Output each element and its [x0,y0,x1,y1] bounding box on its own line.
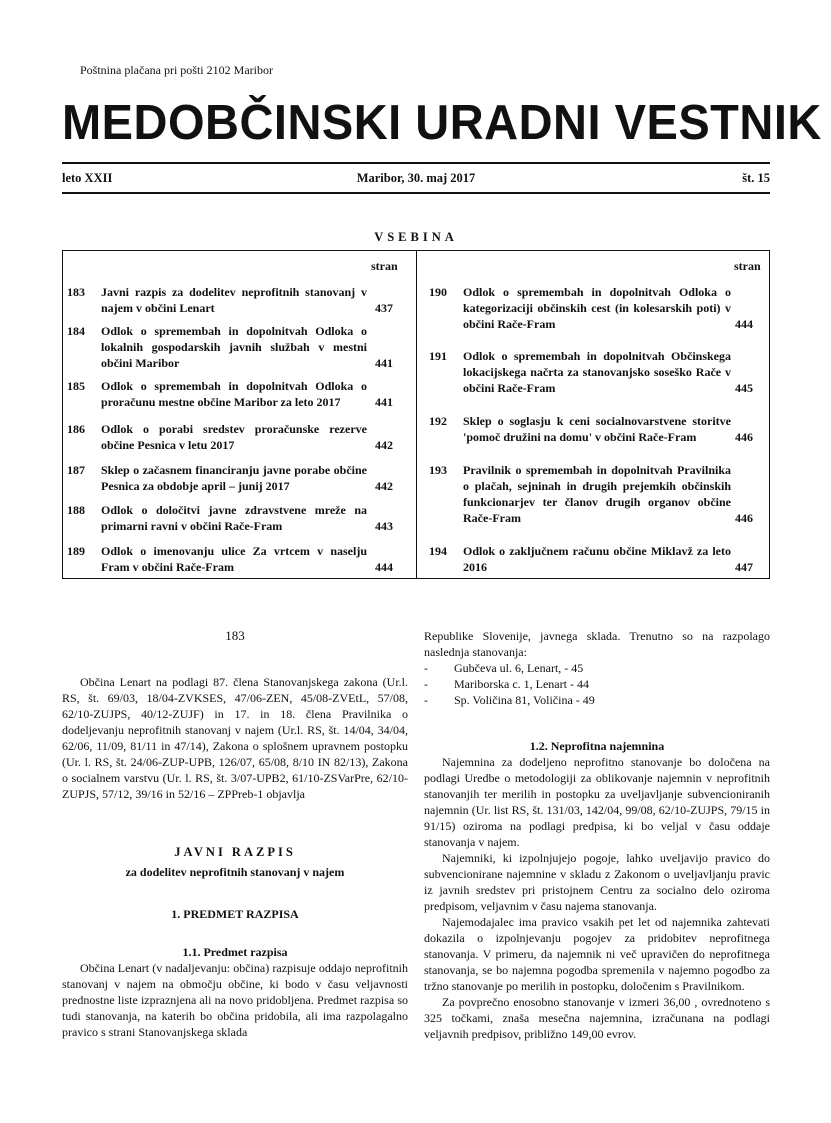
section-heading-1: 1. PREDMET RAZPISA [171,907,299,921]
toc-entry-183[interactable]: 183 Javni razpis za dodelitev neprofitnih stanovanj v najem v občini Lenart 437 [67,285,393,315]
toc-entry-187[interactable]: 187 Sklep o začasnem financiranju javne porabe občine Pesnica za obdobje april – junij 2017 442 [67,463,393,493]
section-heading-1-2: 1.2. Neprofitna najemnina [529,739,665,753]
page-column-label-left: stran [371,259,398,273]
header-rule-top [62,162,770,164]
list-item: - Gubčeva ul. 6, Lenart, - 45 [424,661,584,675]
toc-entry-190[interactable]: 190 Odlok o spremembah in dopolnitvah Odloka o kategorizaciji občinskih cest (in kolesarskih poti) v občini Rače-Fram 444 [429,285,753,331]
toc-entry-191[interactable]: 191 Odlok o spremembah in dopolnitvah Občinskega lokacijskega načrta za stanovanjsko soseško Rače v občini Rače-Fram 445 [429,349,753,395]
paragraph-1-2-d: Za povprečno enosobno stanovanje v izmeri 36,00 , ovrednoteno s 325 točkami, znaša mesečna najemnina, izračunana na podlagi veljavnih predpisov, približno 149,00 evrov. [424,995,770,1041]
toc-entry-189[interactable]: 189 Odlok o imenovanju ulice Za vrtcem v naselju Fram v občini Rače-Fram 444 [67,544,393,574]
issue-year: leto XXII [62,171,113,185]
section-heading-1-1: 1.1. Predmet razpisa [182,945,288,959]
header-rule-bottom [62,192,770,194]
issue-number: št. 15 [742,171,770,185]
paragraph-1-1: Občina Lenart (v nadaljevanju: občina) razpisuje oddajo neprofitnih stanovanj v najem na območju občine, ki bodo v času veljavnosti prednostne liste izpraznjena ali na novo pridobljena. Predmet razpisa so tudi stanovanja, na katerih bo občina pridobila, ali ima razpolagalno pravico s strani Stanovanjskega sklada [62,961,408,1039]
list-item: - Sp. Voličina 81, Voličina - 49 [424,693,595,707]
toc-entry-184[interactable]: 184 Odlok o spremembah in dopolnitvah Odloka o lokalnih gospodarskih javnih službah v mestni občini Maribor 441 [67,324,393,370]
paragraph-1-2-a: Najemnina za dodeljeno neprofitno stanovanje bo določena na podlagi Uredbe o metodologiji za oblikovanje najemnin v neprofitnih stanovanjih ter merilih in postopku za uveljavljanje subvencioniranih najemnin (Ur. list RS, št. 131/03, 142/04, 99/08, 62/10-ZUJPS, 79/15 in 91/15) oziroma na podlagi predpisa, ki bo veljal v času oddaje stanovanja v najem. [424,755,770,849]
list-item: - Mariborska c. 1, Lenart - 44 [424,677,589,691]
right-column [424,628,770,1042]
notice-title: JAVNI RAZPIS [174,845,296,859]
paragraph-1-2-c: Najemodajalec ima pravico vsakih pet let od najemnika zahtevati dokazila o izpolnjevanju pogojev za pridobitev neprofitnega stanovanja. V primeru, da najemnik ni več upravičen do neprofitnega stanovanja, se bo najemna pogodba spremenila v najemno pogodbo za tržno stanovanje po merilih in postopku, določenim s Pravilnikom. [424,915,770,993]
preamble: Občina Lenart na podlagi 87. člena Stanovanjskega zakona (Ur.l. RS, št. 69/03, 18/04-ZVKSES, 47/06-ZEN, 45/08-ZVEtL, 57/08, 62/10-ZUJPS, 40/12-ZUJF) in 17. in 18. člena Pravilnika o dodeljevanju neprofitnih stanovanj v najem (Ur.l. RS, št. 14/04, 34/04, 62/06, 11/09, 81/11 in 47/14), Zakona o splošnem upravnem postopku (Ur. l. RS, št. 24/06-ZUP-UPB, 126/07, 65/08, 8/10 IN 82/13), Zakona o socialnem varstvu (Ur. l. RS, št. 3/07-UPB2, 61/10-ZSVarPre, 62/10-ZUPJS, 57/12, 39/16 in 52/16 – ZPPreb-1 objavlja [62,675,408,801]
toc-entry-186[interactable]: 186 Odlok o porabi sredstev proračunske rezerve občine Pesnica v letu 2017 442 [67,422,393,452]
left-column [62,628,408,1040]
masthead-title: MEDOBČINSKI URADNI VESTNIK [62,94,822,150]
intro-text: Republike Slovenije, javnega sklada. Trenutno so na razpolago naslednja stanovanja: [424,629,770,659]
page-column-label-right: stran [734,259,761,273]
toc-divider [416,251,417,578]
toc-entry-193[interactable]: 193 Pravilnik o spremembah in dopolnitvah Pravilnika o plačah, sejninah in drugih prejemkih občinskih funkcionarjev ter članov drugih organov občine Rače-Fram 446 [429,463,753,525]
toc-entry-192[interactable]: 192 Sklep o soglasju k ceni socialnovarstvene storitve 'pomoč družini na domu' v občini Rače-Fram 446 [429,414,753,444]
toc-entry-188[interactable]: 188 Odlok o določitvi javne zdravstvene mreže na primarni ravni v občini Rače-Fram 443 [67,503,393,533]
postage-note: Poštnina plačana pri pošti 2102 Maribor [80,63,273,77]
notice-subtitle: za dodelitev neprofitnih stanovanj v najem [125,865,345,879]
paragraph-1-2-b: Najemniki, ki izpolnjujejo pogoje, lahko uveljavijo pravico do subvencionirane najemnine v skladu z Zakonom o uveljavljanju pravic iz javnih sredstev pri pristojnem Centru za socialno delo oziroma predpisom, veljavnim v času najema stanovanja. [424,851,770,913]
table-of-contents [62,250,770,579]
toc-entry-185[interactable]: 185 Odlok o spremembah in dopolnitvah Odloka o proračunu mestne občine Maribor za leto 2017 441 [67,379,393,409]
toc-entry-194[interactable]: 194 Odlok o zaključnem računu občine Miklavž za leto 2016 447 [429,544,753,574]
contents-title: VSEBINA [374,230,458,244]
issue-date: Maribor, 30. maj 2017 [356,171,476,185]
act-number: 183 [225,628,245,643]
